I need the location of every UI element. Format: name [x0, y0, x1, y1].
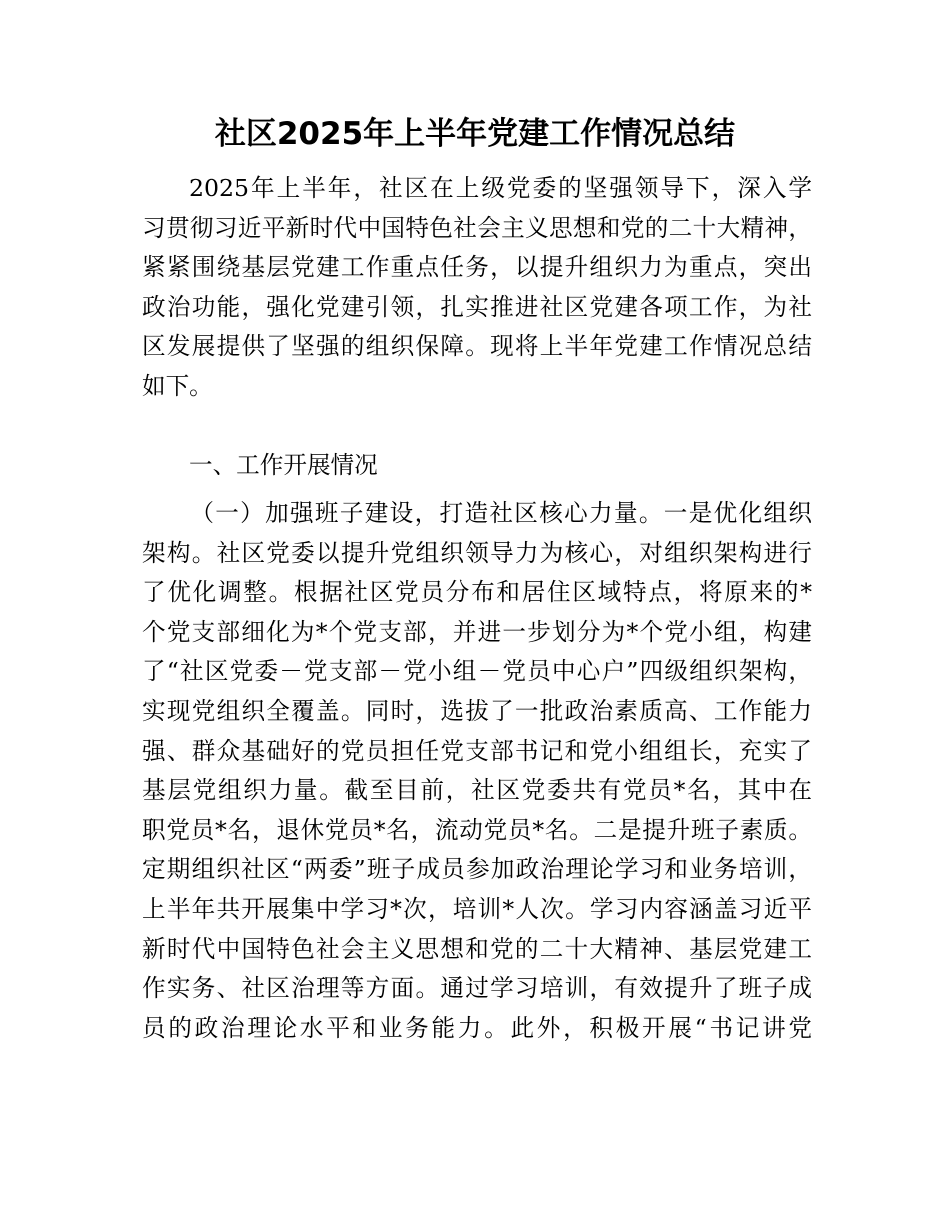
- section-line: 基层党组织力量。截至目前，社区党委共有党员*名，其中在: [142, 776, 812, 805]
- section-line: 强、群众基础好的党员担任党支部书记和党小组组长，充实了: [142, 736, 812, 765]
- section-line: 作实务、社区治理等方面。通过学习培训，有效提升了班子成: [142, 974, 812, 1003]
- section-line: 个党支部细化为*个党支部，并进一步划分为*个党小组，构建: [142, 617, 812, 646]
- section-paragraph: [142, 494, 812, 1048]
- section-line: 员的政治理论水平和业务能力。此外，积极开展“书记讲党: [142, 1013, 812, 1042]
- intro-line: 区发展提供了坚强的组织保障。现将上半年党建工作情况总结: [142, 332, 812, 361]
- section-line: 了“社区党委－党支部－党小组－党员中心户”四级组织架构，: [142, 657, 812, 686]
- section-line: （一）加强班子建设，打造社区核心力量。一是优化组织: [189, 499, 812, 527]
- intro-line: 2025年上半年，社区在上级党委的坚强领导下，深入学: [189, 174, 812, 202]
- section-line: 架构。社区党委以提升党组织领导力为核心，对组织架构进行: [142, 538, 812, 567]
- section-line: 定期组织社区“两委”班子成员参加政治理论学习和业务培训，: [142, 855, 812, 884]
- section-line: 职党员*名，退休党员*名，流动党员*名。二是提升班子素质。: [142, 815, 812, 844]
- section-heading: [142, 446, 812, 486]
- intro-line: 如下。: [142, 371, 213, 400]
- section-line: 上半年共开展集中学习*次，培训*人次。学习内容涵盖习近平: [142, 894, 812, 923]
- intro-line: 政治功能，强化党建引领，扎实推进社区党建各项工作，为社: [142, 292, 812, 321]
- intro-line: 紧紧围绕基层党建工作重点任务，以提升组织力为重点，突出: [142, 253, 812, 282]
- section-line: 了优化调整。根据社区党员分布和居住区域特点，将原来的*: [142, 578, 812, 607]
- intro-paragraph: [142, 169, 812, 407]
- document-title: 社区2025年上半年党建工作情况总结: [214, 116, 736, 152]
- section-heading-text: 一、工作开展情况: [189, 451, 378, 479]
- section-line: 新时代中国特色社会主义思想和党的二十大精神、基层党建工: [142, 934, 812, 963]
- intro-line: 习贯彻习近平新时代中国特色社会主义思想和党的二十大精神，: [142, 213, 812, 242]
- section-line: 实现党组织全覆盖。同时，选拔了一批政治素质高、工作能力: [142, 696, 812, 725]
